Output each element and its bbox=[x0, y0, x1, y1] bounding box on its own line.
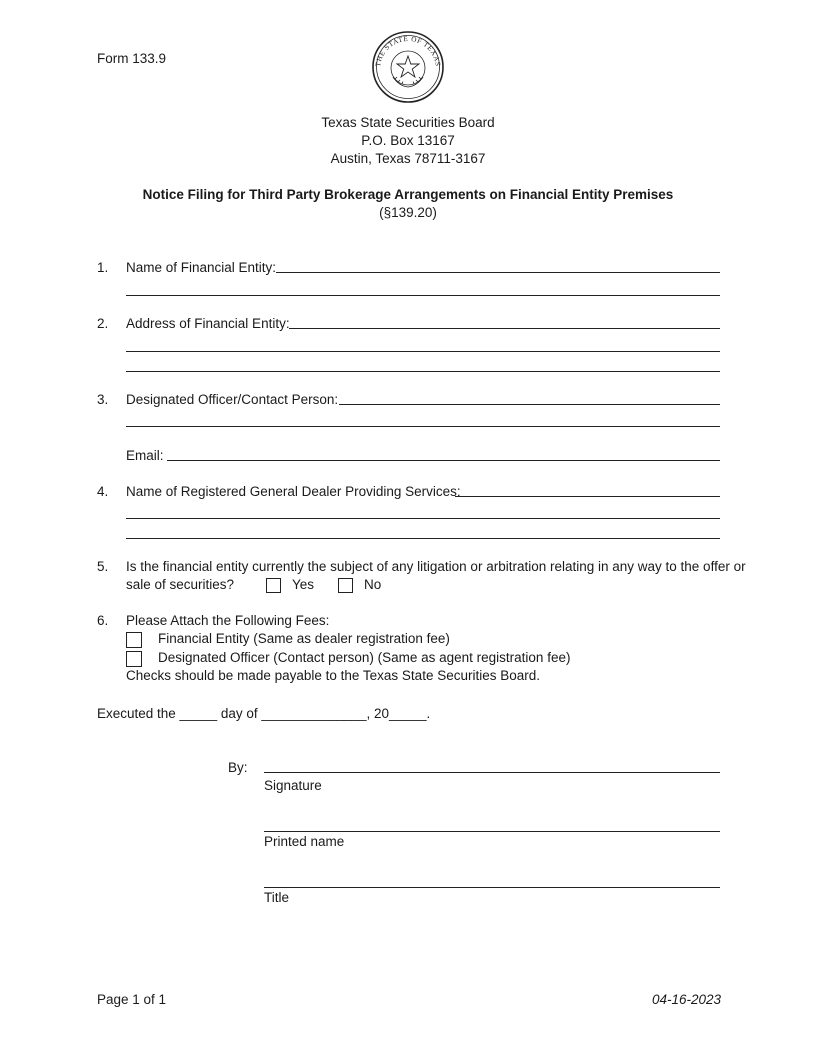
general-dealer-label: Name of Registered General Dealer Providing Services: bbox=[126, 484, 461, 499]
agency-name: Texas State Securities Board bbox=[321, 115, 495, 130]
designated-officer-label: Designated Officer/Contact Person: bbox=[126, 392, 339, 407]
litigation-yes-checkbox[interactable] bbox=[266, 578, 281, 593]
financial-entity-name-label: Name of Financial Entity: bbox=[126, 260, 277, 275]
signature-caption: Signature bbox=[264, 778, 322, 793]
financial-entity-name-line-2[interactable] bbox=[126, 295, 720, 296]
item-1-number: 1. bbox=[97, 260, 109, 275]
item-3-number: 3. bbox=[97, 392, 109, 407]
financial-entity-address-line-3[interactable] bbox=[126, 371, 720, 372]
financial-entity-address-label: Address of Financial Entity: bbox=[126, 316, 290, 331]
litigation-question-line-2: sale of securities? bbox=[126, 577, 235, 592]
agency-city: Austin, Texas 78711-3167 bbox=[330, 151, 486, 166]
financial-entity-name-line-1[interactable] bbox=[276, 272, 720, 273]
litigation-no-label: No bbox=[364, 577, 382, 592]
litigation-no-checkbox[interactable] bbox=[338, 578, 353, 593]
title-caption: Title bbox=[264, 890, 290, 905]
designated-officer-line-2[interactable] bbox=[126, 426, 720, 427]
title-line[interactable] bbox=[264, 887, 720, 888]
form-rule-reference: (§139.20) bbox=[379, 205, 437, 220]
page-number: Page 1 of 1 bbox=[97, 992, 167, 1007]
printed-name-caption: Printed name bbox=[264, 834, 345, 849]
financial-entity-fee-checkbox[interactable] bbox=[126, 632, 142, 648]
email-line[interactable] bbox=[167, 460, 720, 461]
email-label: Email: bbox=[126, 448, 164, 463]
financial-entity-fee-label: Financial Entity (Same as dealer registration fee) bbox=[158, 631, 450, 646]
form-title: Notice Filing for Third Party Brokerage Arrangements on Financial Entity Premises bbox=[142, 187, 674, 202]
texas-state-seal bbox=[369, 31, 447, 103]
fees-heading: Please Attach the Following Fees: bbox=[126, 613, 330, 628]
by-label: By: bbox=[228, 760, 248, 775]
financial-entity-address-line-1[interactable] bbox=[289, 328, 720, 329]
item-2-number: 2. bbox=[97, 316, 109, 331]
printed-name-line[interactable] bbox=[264, 831, 720, 832]
revision-date: 04-16-2023 bbox=[651, 992, 721, 1007]
general-dealer-line-1[interactable] bbox=[455, 496, 720, 497]
payment-note: Checks should be made payable to the Texas State Securities Board. bbox=[126, 668, 540, 683]
execution-date-line[interactable]: Executed the _____ day of ______________, 20_____. bbox=[97, 706, 431, 721]
svg-text:THE STATE OF TEXAS: THE STATE OF TEXAS bbox=[374, 34, 442, 68]
general-dealer-line-2[interactable] bbox=[126, 518, 720, 519]
general-dealer-line-3[interactable] bbox=[126, 538, 720, 539]
designated-officer-fee-label: Designated Officer (Contact person) (Same as agent registration fee) bbox=[158, 650, 571, 665]
financial-entity-address-line-2[interactable] bbox=[126, 351, 720, 352]
designated-officer-fee-checkbox[interactable] bbox=[126, 651, 142, 667]
item-4-number: 4. bbox=[97, 484, 109, 499]
item-6-number: 6. bbox=[97, 613, 109, 628]
litigation-question-line-1: Is the financial entity currently the subject of any litigation or arbitration relating in any way to the offer or bbox=[126, 559, 746, 574]
form-number: Form 133.9 bbox=[97, 51, 167, 66]
signature-line[interactable] bbox=[264, 772, 720, 773]
agency-po-box: P.O. Box 13167 bbox=[361, 133, 455, 148]
litigation-yes-label: Yes bbox=[292, 577, 315, 592]
item-5-number: 5. bbox=[97, 559, 109, 574]
designated-officer-line-1[interactable] bbox=[339, 404, 720, 405]
